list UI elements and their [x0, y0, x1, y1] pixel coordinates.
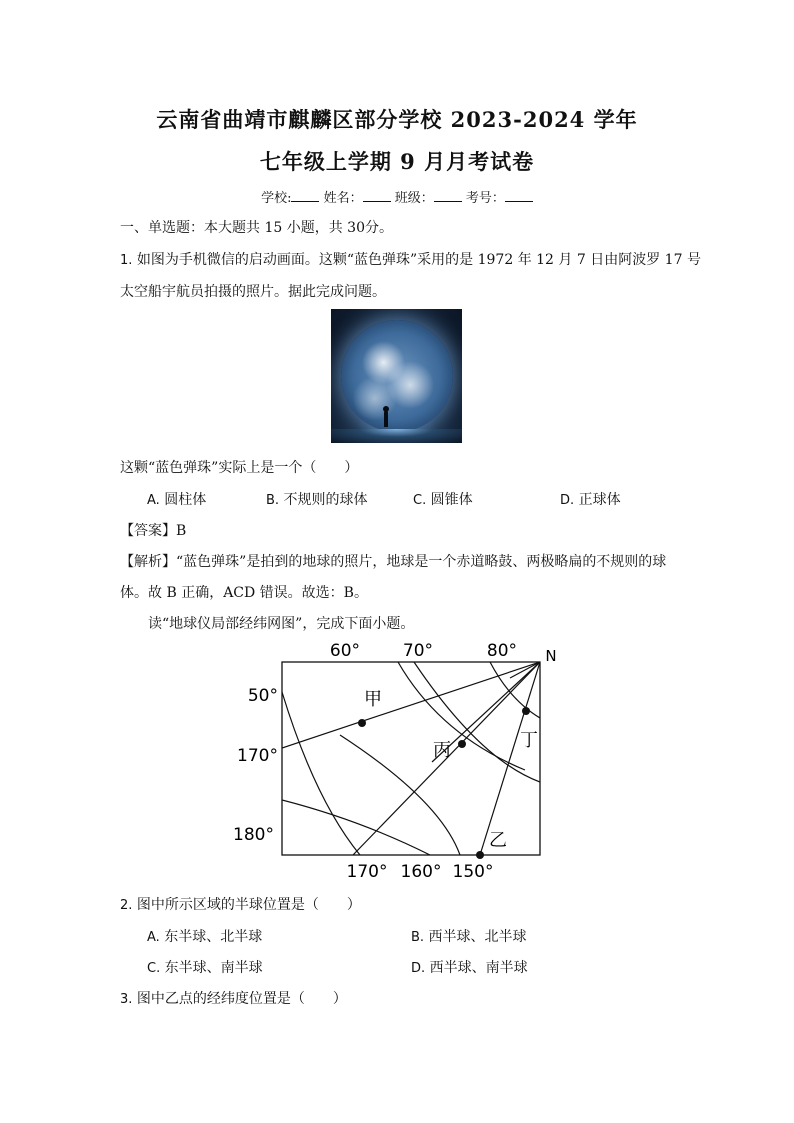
blue-marble-photo — [331, 309, 462, 443]
class-blank[interactable] — [434, 189, 462, 202]
point-bing — [458, 740, 466, 748]
label-yi: 乙 — [489, 830, 507, 851]
q1-stem-line1 — [120, 249, 701, 269]
q2-option-d[interactable]: D. 西半球、南半球 — [411, 960, 528, 976]
q1-option-a[interactable]: A. 圆柱体 — [147, 492, 207, 508]
parallel-low-1 — [282, 800, 430, 855]
q2-option-b[interactable]: B. 西半球、北半球 — [411, 929, 527, 945]
point-yi — [476, 851, 484, 859]
exam-number-label: 考号： — [465, 191, 505, 206]
parallel-60 — [282, 692, 360, 855]
q2-option-a[interactable]: A. 东半球、北半球 — [147, 929, 263, 945]
q1-number: 1. — [120, 253, 133, 268]
q1-answer: 【答案】B — [120, 523, 187, 539]
q1-question: 这颗“蓝色弹珠”实际上是一个（ ） — [120, 460, 359, 476]
q1-analysis-line2: 体。故 B 正确，ACD 错误。故选：B。 — [120, 585, 368, 601]
q2-stem: 2. 图中所示区域的半球位置是（ ） — [120, 897, 361, 913]
label-jia: 甲 — [364, 689, 382, 710]
q1-analysis-line1: 【解析】“蓝色弹珠”是拍到的地球的照片，地球是一个赤道略鼓、两极略扁的不规则的球 — [120, 554, 667, 570]
exam-title-line1: 云南省曲靖市麒麟区部分学校 2023-2024 学年 — [156, 107, 638, 132]
top-label-80: 80° — [486, 641, 518, 661]
point-ding — [522, 707, 530, 715]
class-label: 班级： — [394, 191, 434, 206]
meridian-150 — [480, 662, 540, 855]
left-label-180: 180° — [233, 825, 274, 845]
q1-option-c[interactable]: C. 圆锥体 — [413, 492, 473, 508]
bottom-label-150: 150° — [452, 862, 494, 882]
meridian-170 — [282, 662, 540, 748]
q1-option-d[interactable]: D. 正球体 — [560, 492, 621, 508]
top-label-70: 70° — [402, 641, 434, 661]
ground — [331, 429, 462, 443]
q1-option-b[interactable]: B. 不规则的球体 — [266, 492, 368, 508]
label-bing: 丙 — [433, 740, 451, 761]
person-silhouette — [384, 411, 388, 427]
left-label-170: 170° — [237, 746, 278, 766]
name-label: 姓名： — [323, 191, 363, 206]
section-heading: 一、单选题：本大题共 15 小题，共 30分。 — [120, 220, 393, 236]
bottom-label-160: 160° — [400, 862, 442, 882]
exam-title-line2: 七年级上学期 9 月月考试卷 — [259, 149, 535, 174]
school-label: 学校: — [261, 191, 292, 206]
pole-label: N — [545, 647, 557, 665]
label-ding: 丁 — [520, 730, 538, 751]
point-jia — [358, 719, 366, 727]
q3-stem: 3. 图中乙点的经纬度位置是（ ） — [120, 991, 347, 1007]
graticule-map — [230, 636, 570, 886]
student-info-fields — [0, 187, 794, 206]
q1-stem-line2: 太空船宇航员拍摄的照片。据此完成问题。 — [120, 284, 386, 300]
school-blank[interactable] — [291, 189, 319, 202]
top-label-60: 60° — [329, 641, 361, 661]
q2-option-c[interactable]: C. 东半球、南半球 — [147, 960, 263, 976]
earth-globe — [341, 320, 453, 432]
name-blank[interactable] — [363, 189, 391, 202]
exam-number-blank[interactable] — [505, 189, 533, 202]
group-intro: 读“地球仪局部经纬网图”，完成下面小题。 — [148, 616, 415, 632]
bottom-label-170: 170° — [346, 862, 388, 882]
q1-stem-text: 如图为手机微信的启动画面。这颗“蓝色弹珠”采用的是 1972 年 12 月 7 日由阿波罗 17 号 — [136, 252, 701, 268]
parallel-70-upper — [398, 662, 525, 770]
left-label-50: 50° — [247, 686, 278, 706]
